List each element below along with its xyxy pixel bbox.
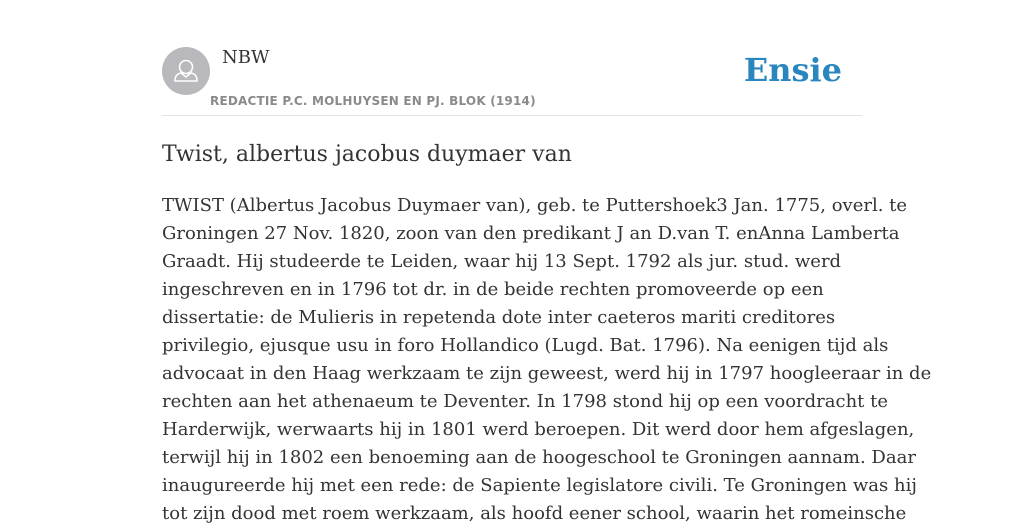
header-divider: [162, 115, 862, 116]
article-line: privilegio, ejusque usu in foro Hollandico (Lugd. Bat. 1796). Na eenigen tijd als: [162, 335, 889, 356]
article-line: inaugureerde hij met een rede: de Sapiente legislatore civili. Te Groningen was hij: [162, 475, 917, 496]
article-line: terwijl hij in 1802 een benoeming aan de hoogeschool te Groningen aannam. Daar: [162, 447, 916, 468]
ensie-logo[interactable]: Ensie: [743, 51, 842, 89]
source-name[interactable]: NBW: [222, 47, 270, 68]
article-line: advocaat in den Haag werkzaam te zijn geweest, werd hij in 1797 hoogleeraar in de: [162, 363, 932, 384]
user-avatar-icon[interactable]: [162, 47, 210, 95]
article-line: Harderwijk, werwaarts hij in 1801 werd beroepen. Dit werd door hem afgeslagen,: [162, 419, 915, 440]
article-line: dissertatie: de Mulieris in repetenda dote inter caeteros mariti creditores: [162, 307, 836, 328]
article-line: rechten aan het athenaeum te Deventer. In 1798 stond hij op een voordracht te: [162, 391, 889, 412]
article-line: TWIST (Albertus Jacobus Duymaer van), geb. te Puttershoek3 Jan. 1775, overl. te: [162, 195, 908, 216]
article-line: Groningen 27 Nov. 1820, zoon van den predikant J an D.van T. enAnna Lamberta: [162, 223, 900, 244]
article-line: Graadt. Hij studeerde te Leiden, waar hij 13 Sept. 1792 als jur. stud. werd: [162, 251, 842, 272]
article-body: [162, 192, 932, 528]
article-line: ingeschreven en in 1796 tot dr. in de beide rechten promoveerde op een: [162, 279, 824, 300]
article-line: tot zijn dood met roem werkzaam, als hoofd eener school, waarin het romeinsche: [162, 503, 907, 524]
source-subtitle: REDACTIE P.C. MOLHUYSEN EN PJ. BLOK (1914): [210, 94, 536, 108]
article-title: Twist, albertus jacobus duymaer van: [162, 142, 572, 167]
